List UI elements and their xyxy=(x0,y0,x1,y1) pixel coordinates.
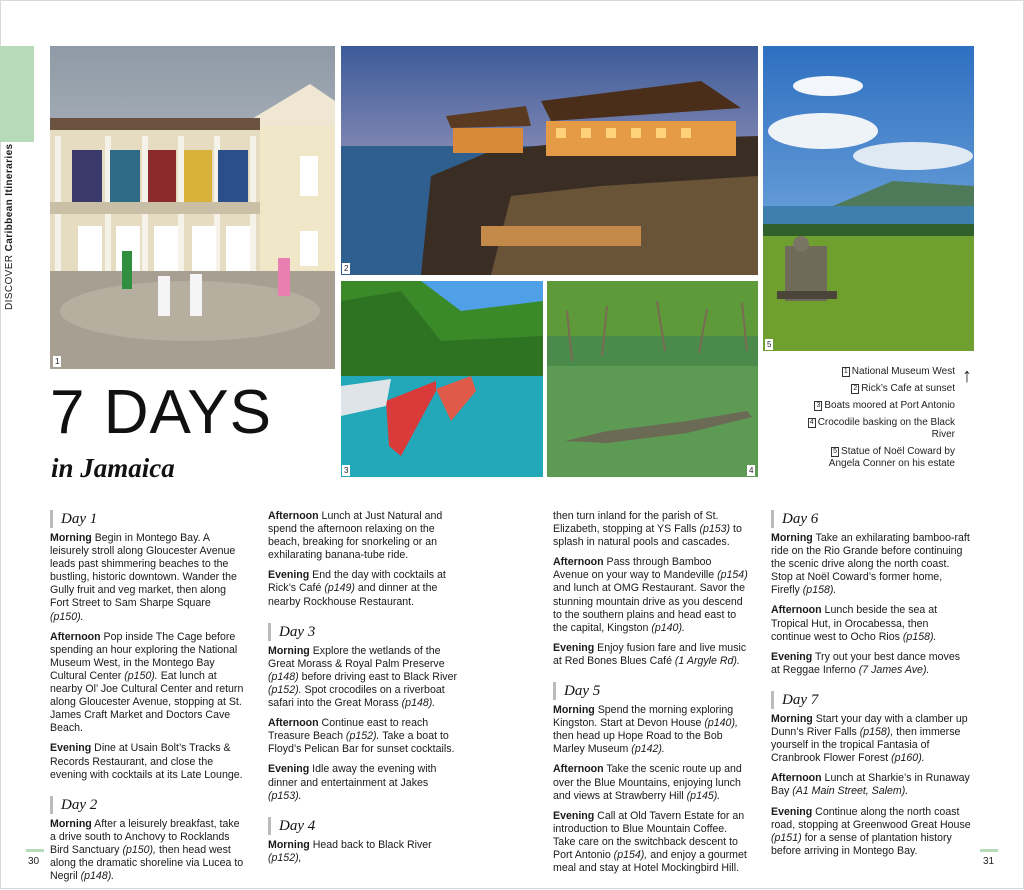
caption-number: 1 xyxy=(843,368,848,375)
day5-morning xyxy=(553,704,748,756)
time-label: Morning xyxy=(50,817,92,830)
day7-morning xyxy=(771,713,971,765)
caption-item xyxy=(800,366,955,378)
day4-morning-cont xyxy=(553,510,748,549)
body-text: Lunch beside the sea at Tropical Hut, in Orocabessa, then continue west to Ocho Rios xyxy=(771,604,938,643)
page-ref: (7 James Ave). xyxy=(858,663,930,676)
photo-number: 4 xyxy=(749,466,754,475)
time-label: Afternoon xyxy=(268,717,319,730)
time-label: Evening xyxy=(553,641,595,654)
body-text: Continue east to reach Treasure Beach xyxy=(268,717,429,743)
body-text: Spot crocodiles on a riverboat safari into the Great Morass xyxy=(268,683,445,710)
body-text: before driving east to Black River xyxy=(298,670,458,683)
body-text: Explore the wetlands of the Great Morass & Royal Palm Preserve xyxy=(268,644,445,670)
day4-morning-start xyxy=(268,839,462,865)
day6-evening xyxy=(771,651,971,677)
page-number-bar xyxy=(26,849,44,852)
page-ref: (p148). xyxy=(401,697,436,710)
day4-evening xyxy=(553,642,748,668)
page-ref: (1 Argyle Rd). xyxy=(674,654,740,667)
body-text: then immerse yourself in the tropical Fantasia of Cranbrook Flower Forest xyxy=(771,726,961,765)
day2-morning xyxy=(50,818,246,883)
body-text: Take an exhilarating bamboo-raft ride on the Rio Grande before continuing the scenic drive along the north coast. Stop at Noël Coward’s former home, Firefly xyxy=(771,532,970,597)
body-text: Take a boat to Floyd’s Pelican Bar for sunset cocktails. xyxy=(268,730,455,756)
day1-evening xyxy=(50,742,246,781)
time-label: Morning xyxy=(771,712,813,725)
day5-afternoon xyxy=(553,763,748,802)
page-ref: (p148). xyxy=(80,870,115,883)
page-ref: (p150). xyxy=(50,610,84,623)
caption-item xyxy=(800,383,955,395)
body-text: After a leisurely breakfast, take a drive south to Anchovy to Rocklands Bird Sanctuary xyxy=(50,817,240,856)
time-label: Afternoon xyxy=(50,630,101,643)
body-text: Spend the morning exploring Kingston. Start at Devon House xyxy=(553,704,734,730)
body-text: then head up Hope Road to the Bob Marley Museum xyxy=(553,730,723,756)
time-label: Evening xyxy=(268,569,310,582)
day6-morning xyxy=(771,532,971,597)
page-ref: (p160). xyxy=(891,752,925,765)
day-heading: Day 5 xyxy=(553,682,748,700)
statue-photo xyxy=(763,46,974,351)
day-heading: Day 7 xyxy=(771,691,971,709)
photo-number: 2 xyxy=(344,264,349,273)
body-text: Start your day with a clamber up Dunn’s River Falls xyxy=(771,712,968,739)
day-heading: Day 4 xyxy=(268,817,462,835)
museum-photo xyxy=(50,46,335,369)
time-label: Evening xyxy=(553,809,595,822)
body-text: for a sense of plantation history before arriving in Montego Bay. xyxy=(771,831,952,857)
caption-text: Statue of Noël Coward by Angela Conner on his estate xyxy=(828,446,955,469)
body-text: Call at Old Tavern Estate for an introduction to Blue Mountain Coffee. Take care on the switchback descent to Port Antonio xyxy=(553,809,745,861)
time-label: Afternoon xyxy=(771,772,822,785)
day7-evening xyxy=(771,806,971,858)
time-label: Morning xyxy=(268,838,310,851)
page-ref: (A1 Main Street, Salem). xyxy=(792,785,909,798)
body-text: Eat lunch at nearby Ol’ Joe Cultural Center and return along Gloucester Avenue, stopping at St. James Craft Market and Doctors Cave Beach. xyxy=(50,669,244,735)
day3-evening xyxy=(268,763,462,802)
day3-morning xyxy=(268,645,462,710)
photo-number: 3 xyxy=(344,466,349,475)
time-label: Morning xyxy=(771,532,813,544)
time-label: Afternoon xyxy=(268,510,319,522)
page-ref: (p151) xyxy=(771,831,802,844)
page-subtitle: in Jamaica xyxy=(51,453,175,483)
day-heading: Day 2 xyxy=(50,796,246,814)
day5-evening xyxy=(553,810,748,875)
day1-morning xyxy=(50,532,246,624)
body-text: Begin in Montego Bay. A leisurely stroll along Gloucester Avenue leads past shimmering beaches to the bustling, historic downtown. Wander the Gully fruit and veg market, then along Fort Street to Sam Sharpe Square xyxy=(50,532,237,610)
body-text: and lunch at OMG Restaurant. Savor the stunning mountain drive as you descend to the southern plains and head east to the capital, Kingston xyxy=(553,582,745,634)
page-ref: (p150), xyxy=(122,843,157,856)
caption-text: National Museum West xyxy=(851,366,955,377)
day-heading: Day 6 xyxy=(771,510,971,528)
page-ref: (p152). xyxy=(268,683,302,696)
column-1 xyxy=(50,510,246,890)
time-label: Morning xyxy=(50,532,92,544)
page-ref: (p152), xyxy=(268,851,302,864)
time-label: Evening xyxy=(771,650,813,663)
column-4 xyxy=(771,510,971,865)
section-tab xyxy=(0,46,34,142)
body-text: Continue along the north coast road, stopping at Greenwood Great House xyxy=(771,805,971,831)
column-2 xyxy=(268,510,462,872)
page-ref: (p149) xyxy=(324,582,355,595)
page-number-bar xyxy=(980,849,998,852)
caption-number: 5 xyxy=(833,448,838,455)
body-text: Lunch at Just Natural and spend the afternoon relaxing on the beach, breaking for snorkeling or an exhilarating banana-tube ride. xyxy=(268,510,443,562)
body-text: Pop inside The Cage before spending an hour exploring the National Museum West, in the Montego Bay Cultural Center xyxy=(50,630,238,682)
body-text: and enjoy a gourmet meal and stay at Hotel Mockingbird Hill. xyxy=(553,848,747,875)
caption-number: 3 xyxy=(816,402,821,409)
body-text: then turn inland for the parish of St. Elizabeth, stopping at YS Falls xyxy=(553,510,719,536)
page-ref: (p158). xyxy=(902,630,937,643)
time-label: Evening xyxy=(771,805,813,818)
body-text: Take the scenic route up and over the Blue Mountains, enjoying lunch and views at Strawberry Hill xyxy=(553,763,742,802)
time-label: Afternoon xyxy=(553,763,604,776)
body-text: then head west along the dramatic shoreline via Lucea to Negril xyxy=(50,843,244,883)
time-label: Afternoon xyxy=(553,556,604,569)
page-ref: (p154) xyxy=(717,569,748,582)
body-text: End the day with cocktails at Rick’s Café xyxy=(268,569,446,595)
caption-number: 4 xyxy=(809,419,814,426)
caption-item xyxy=(800,446,955,470)
day6-afternoon xyxy=(771,604,971,643)
body-text: Try out your best dance moves at Reggae Inferno xyxy=(771,650,961,676)
caption-text: Boats moored at Port Antonio xyxy=(824,400,955,411)
caption-text: Crocodile basking on the Black River xyxy=(817,417,955,440)
page-ref: (p154), xyxy=(613,848,648,861)
day7-afternoon xyxy=(771,772,971,798)
day2-afternoon xyxy=(268,510,462,562)
time-label: Afternoon xyxy=(771,604,822,617)
page-ref: (p148) xyxy=(268,670,299,683)
photo-number: 1 xyxy=(55,357,60,366)
page-ref: (p150). xyxy=(124,669,158,682)
body-text: Idle away the evening with dinner and entertainment at Jakes xyxy=(268,763,437,789)
section-label xyxy=(4,143,28,310)
column-3 xyxy=(553,510,748,882)
page-number-right: 31 xyxy=(983,856,995,867)
page-ref: (p145). xyxy=(686,789,721,802)
time-label: Evening xyxy=(268,763,310,776)
page-number-left: 30 xyxy=(28,856,40,867)
day4-afternoon xyxy=(553,556,748,635)
page-ref: (p153) xyxy=(699,523,731,536)
cliff-restaurant-photo xyxy=(341,46,758,275)
day3-afternoon xyxy=(268,717,462,756)
caption-number: 2 xyxy=(853,385,858,392)
day1-afternoon xyxy=(50,631,246,736)
page-ref: (p140). xyxy=(651,621,685,634)
day-heading: Day 1 xyxy=(50,510,246,528)
section-name: DISCOVER xyxy=(4,254,15,310)
subsection-name: Caribbean Itineraries xyxy=(4,143,15,252)
body-text: to splash in natural pools and cascades. xyxy=(553,523,742,549)
body-text: and dinner at the nearby Rockhouse Restaurant. xyxy=(268,582,438,608)
caption-item xyxy=(800,417,955,441)
time-label: Morning xyxy=(553,704,595,717)
body-text: Pass through Bamboo Avenue on your way to Mandeville xyxy=(553,556,718,582)
page-ref: (p140), xyxy=(704,717,738,730)
body-text: Enjoy fusion fare and live music at Red Bones Blues Café xyxy=(553,641,747,667)
photo-number: 5 xyxy=(767,340,772,349)
day2-evening xyxy=(268,569,462,608)
time-label: Evening xyxy=(50,742,92,755)
body-text: Lunch at Sharkie’s in Runaway Bay xyxy=(771,772,970,798)
day-heading: Day 3 xyxy=(268,623,462,641)
caption-list xyxy=(800,366,955,475)
body-text: Dine at Usain Bolt’s Tracks & Records Restaurant, and close the evening with cocktails at its Late Lounge. xyxy=(50,742,243,781)
page-ref: (p153). xyxy=(268,789,302,802)
crocodile-photo xyxy=(547,281,758,477)
arrow-up-icon: ↑ xyxy=(962,365,972,387)
page-ref: (p142). xyxy=(631,743,665,756)
page-ref: (p158), xyxy=(859,726,894,739)
boats-photo xyxy=(341,281,543,477)
caption-item xyxy=(800,400,955,412)
body-text: Head back to Black River xyxy=(309,838,432,851)
page-ref: (p152). xyxy=(345,730,380,743)
time-label: Morning xyxy=(268,644,310,657)
caption-text: Rick’s Cafe at sunset xyxy=(861,383,955,394)
page-ref: (p158). xyxy=(802,584,837,597)
page-title: 7 DAYS xyxy=(50,378,272,447)
